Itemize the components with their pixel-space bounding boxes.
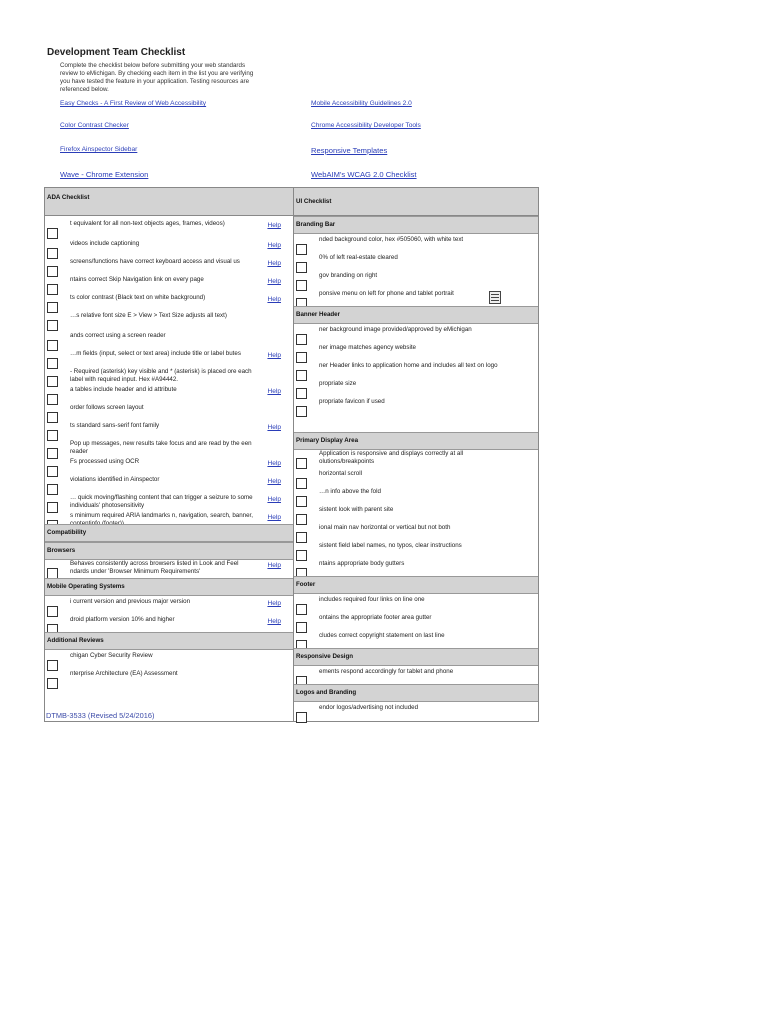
ada-section-compat <box>45 524 293 542</box>
link-mobile-accessibility[interactable]: Mobile Accessibility Guidelines 2.0 <box>311 100 412 107</box>
checklist-item-text: Behaves consistently across browsers listed in Look and Feel ndards under 'Browser Minimum Requirements' <box>70 560 239 575</box>
link-chrome-devtools[interactable]: Chrome Accessibility Developer Tools <box>311 122 421 129</box>
checklist-item-text: …s relative font size E > View > Text Size adjusts all text) <box>70 312 227 319</box>
checklist-row <box>294 506 538 524</box>
checklist-item-text: ponsive menu on left for phone and tablet portrait <box>319 290 454 297</box>
checklist-item-text: …m fields (input, select or text area) include title or label butes <box>70 350 241 357</box>
checklist-item-text: droid platform version 10% and higher <box>70 616 175 623</box>
help-link[interactable]: Help <box>267 514 281 521</box>
ada-section-additional <box>45 632 293 650</box>
checklist-row <box>294 272 538 290</box>
link-easy-checks[interactable]: Easy Checks - A First Review of Web Accessibility <box>60 100 207 107</box>
checklist-row <box>45 494 293 512</box>
ui-section-footer <box>294 576 538 594</box>
checklist-item-text: sistent look with parent site <box>319 506 394 513</box>
help-link[interactable]: Help <box>267 222 281 229</box>
checklist-item-text: ional main nav horizontal or vertical but not both <box>319 524 451 531</box>
ada-section-browsers <box>45 542 293 560</box>
checklist-item-text: ts standard sans-serif font family <box>70 422 160 429</box>
checklist-item-text: includes required four links on line one <box>319 596 425 603</box>
checklist-item-text: ands correct using a screen reader <box>70 332 166 339</box>
checklist-row <box>45 294 293 312</box>
checklist-item-text: s minimum required ARIA landmarks n, navigation, search, banner, <box>70 512 253 519</box>
checklist-row <box>294 254 538 272</box>
checklist-row <box>294 398 538 416</box>
help-link[interactable]: Help <box>267 600 281 607</box>
checklist-row <box>45 220 293 238</box>
checklist-item-text: propriate size <box>319 380 357 387</box>
ui-header: UI Checklist <box>294 188 538 216</box>
section-label: Banner Header <box>296 311 341 318</box>
checklist-item-text: cludes correct copyright statement on last line <box>319 632 445 639</box>
ui-section-primary <box>294 432 538 450</box>
checklist-item-text: ts color contrast (Black text on white background) <box>70 294 206 301</box>
checklist-row <box>294 614 538 632</box>
help-link[interactable]: Help <box>267 618 281 625</box>
checklist-row <box>294 450 538 468</box>
checklist-item-text: nterprise Architecture (EA) Assessment <box>70 670 178 677</box>
checklist-item-text: … quick moving/flashing content that can trigger a seizure to some individuals' photosensitivity <box>70 494 253 509</box>
link-firefox-ainspector[interactable]: Firefox Ainspector Sidebar <box>60 146 138 153</box>
checkbox[interactable] <box>296 406 307 417</box>
help-link[interactable]: Help <box>267 562 281 569</box>
checklist-row <box>45 458 293 476</box>
checklist-item-text: violations identified in Ainspector <box>70 476 160 483</box>
checklist-row <box>294 488 538 506</box>
checklist-item-text: propriate favicon if used <box>319 398 385 405</box>
checklist-row <box>294 470 538 488</box>
section-label: Responsive Design <box>296 653 354 660</box>
link-responsive-templates[interactable]: Responsive Templates <box>311 146 388 155</box>
help-link[interactable]: Help <box>267 460 281 467</box>
checklist-row <box>45 258 293 276</box>
checklist-row <box>45 652 293 670</box>
checklist-item-text: endor logos/advertising not included <box>319 704 419 711</box>
checklist-item-text: ontains the appropriate footer area gutter <box>319 614 432 621</box>
checklist-row <box>45 670 293 688</box>
help-link[interactable]: Help <box>267 352 281 359</box>
checklist-item-text: ner image matches agency website <box>319 344 416 351</box>
ada-section-mobile <box>45 578 293 596</box>
checkbox[interactable] <box>47 320 58 331</box>
checkbox[interactable] <box>296 712 307 723</box>
checklist-row <box>294 380 538 398</box>
checklist-row <box>294 542 538 560</box>
checklist-item-text: gov branding on right <box>319 272 378 279</box>
ui-section-responsive <box>294 648 538 666</box>
section-label: Logos and Branding <box>296 689 357 696</box>
checklist-item-text: ner Header links to application home and includes all text on logo <box>319 362 498 369</box>
checklist-row <box>45 422 293 440</box>
checklist-row <box>45 386 293 404</box>
checklist-item-text: nded background color, hex #505060, with white text <box>319 236 464 243</box>
checkbox[interactable] <box>47 228 58 239</box>
checklist-row <box>45 598 293 616</box>
checklist-item-text: t equivalent for all non-text objects ages, frames, videos) <box>70 220 225 227</box>
checklist-row <box>294 326 538 344</box>
checklist-item-text: i current version and previous major version <box>70 598 191 605</box>
intro-text: Complete the checklist below before submitting your web standards review to eMichigan. By checking each item in the list you are verifying you have tested the feature in your application. Testing resources are referenced below. <box>60 62 254 93</box>
checklist-item-text: …n info above the fold <box>319 488 381 495</box>
section-label: Branding Bar <box>296 221 336 228</box>
note-icon[interactable] <box>489 291 501 304</box>
checklist-item-text: ntains correct Skip Navigation link on every page <box>70 276 204 283</box>
form-code: DTMB-3533 (Revised 5/24/2016) <box>46 711 155 720</box>
help-link[interactable]: Help <box>267 260 281 267</box>
checkbox[interactable] <box>47 678 58 689</box>
checklist-item-text: sistent field label names, no typos, clear instructions <box>319 542 462 549</box>
checklist-row <box>45 440 293 458</box>
checklist-item-text: Fs processed using OCR <box>70 458 140 465</box>
section-label: Footer <box>296 581 316 588</box>
checklist-row <box>45 368 293 386</box>
checklist-item-text: Pop up messages, new results take focus and are read by the een reader <box>70 440 252 455</box>
ui-section-banner <box>294 306 538 324</box>
help-link[interactable]: Help <box>267 296 281 303</box>
checklist-row <box>45 276 293 294</box>
help-link[interactable]: Help <box>267 388 281 395</box>
ui-checklist-table <box>293 187 539 722</box>
link-color-contrast[interactable]: Color Contrast Checker <box>60 122 129 129</box>
checklist-row <box>294 596 538 614</box>
checklist-row <box>45 560 293 578</box>
ui-section-logos <box>294 684 538 702</box>
checklist-item-text: 0% of left real-estate cleared <box>319 254 398 261</box>
help-link[interactable]: Help <box>267 496 281 503</box>
page-title: Development Team Checklist <box>47 47 186 58</box>
section-label: Browsers <box>47 547 76 554</box>
link-webaim[interactable]: WebAIM's WCAG 2.0 Checklist <box>311 170 417 179</box>
help-link[interactable]: Help <box>267 278 281 285</box>
checklist-item-text: horizontal scroll <box>319 470 362 477</box>
checkbox[interactable] <box>296 458 307 469</box>
checklist-item-text: ner background image provided/approved by eMichigan <box>319 326 472 333</box>
checklist-item-text: order follows screen layout <box>70 404 144 411</box>
checklist-item-text: a tables include header and id attribute <box>70 386 177 393</box>
checklist-row <box>294 236 538 254</box>
checklist-row <box>294 524 538 542</box>
checklist-item-text: ntains appropriate body gutters <box>319 560 405 567</box>
section-label: Mobile Operating Systems <box>47 583 125 590</box>
checklist-item-text: Application is responsive and displays correctly at all olutions/breakpoints <box>319 450 464 465</box>
help-link[interactable]: Help <box>267 424 281 431</box>
checklist-item-text: ements respond accordingly for tablet and phone <box>319 668 454 675</box>
link-wave[interactable]: Wave - Chrome Extension <box>60 170 149 179</box>
checklist-row <box>45 332 293 350</box>
help-link[interactable]: Help <box>267 478 281 485</box>
checklist-row <box>45 312 293 330</box>
checklist-item-text: chigan Cyber Security Review <box>70 652 153 659</box>
ada-header: ADA Checklist <box>45 188 293 216</box>
section-label: Primary Display Area <box>296 437 359 444</box>
ada-checklist-table <box>44 187 294 722</box>
help-link[interactable]: Help <box>267 242 281 249</box>
checklist-row <box>45 476 293 494</box>
section-label: Additional Reviews <box>47 637 104 644</box>
checklist-row <box>45 240 293 258</box>
ui-section-branding <box>294 216 538 234</box>
checklist-row <box>294 362 538 380</box>
checklist-row <box>294 344 538 362</box>
section-label: Compatibility <box>47 529 87 536</box>
checklist-item-text: videos include captioning <box>70 240 140 247</box>
checklist-item-text: screens/functions have correct keyboard access and visual us <box>70 258 240 265</box>
checklist-row <box>45 350 293 368</box>
checklist-row <box>294 704 538 722</box>
checklist-row <box>45 404 293 422</box>
checklist-item-text: - Required (asterisk) key visible and * (asterisk) is placed ore each label with required input. Hex #A94442. <box>70 368 252 383</box>
